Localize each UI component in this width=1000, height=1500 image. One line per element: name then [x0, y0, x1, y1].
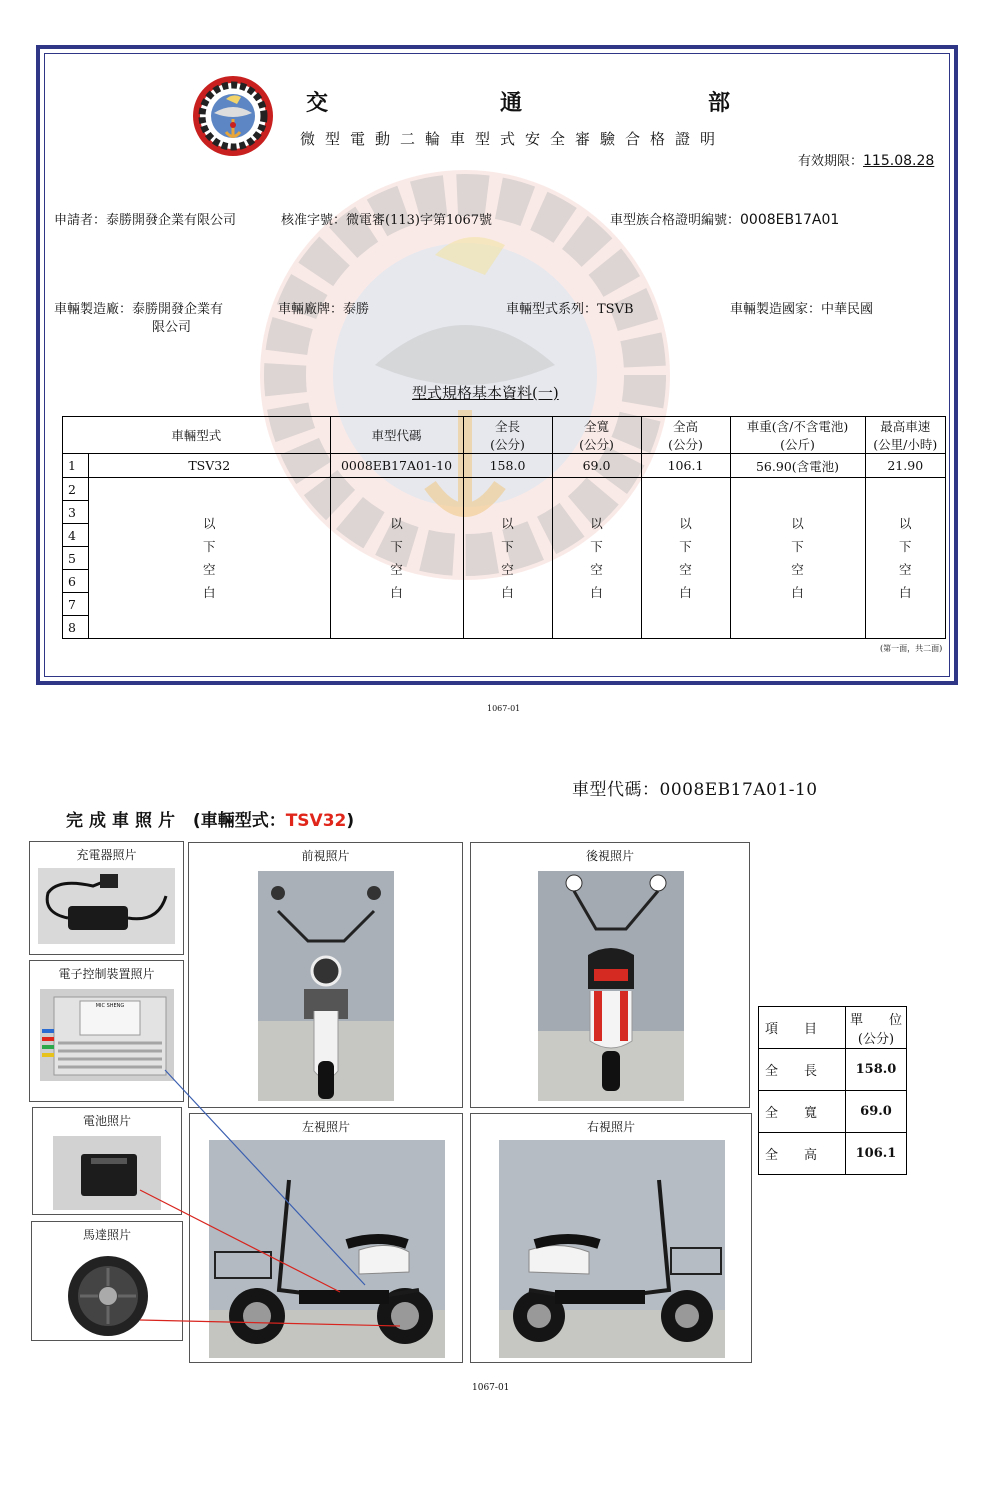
- cell-width: 69.0: [552, 454, 641, 478]
- header-model: 車輛型式: [63, 417, 331, 454]
- certificate-subtitle: 微型電動二輪車型式安全審驗合格證明: [300, 130, 726, 148]
- row-number: 3: [63, 501, 89, 524]
- table-row: [759, 1049, 907, 1091]
- right-photo-label: 右視照片: [586, 1120, 635, 1134]
- applicant: 申請者：泰勝開發企業有限公司: [54, 213, 237, 228]
- blank-cell: 以 下 空 白: [463, 478, 552, 639]
- manufacturer-line2: 限公司: [152, 320, 192, 335]
- model-code-heading: 車型代碼：0008EB17A01-10: [572, 780, 818, 800]
- table-row: [759, 1133, 907, 1175]
- ministry-char-2: 通: [500, 90, 525, 116]
- dims-unit-header: [846, 1007, 907, 1049]
- motor-pointer-line: [140, 1320, 400, 1326]
- header-code: 車型代碼: [330, 417, 463, 454]
- cell-weight: 56.90(含電池): [730, 454, 865, 478]
- dims-label: 全 寬: [759, 1091, 846, 1133]
- blank-cell: 以 下 空 白: [641, 478, 730, 639]
- header-height-unit: (公分): [668, 437, 703, 452]
- table-row: [759, 1091, 907, 1133]
- vehicle-series: 車輛型式系列：TSVB: [506, 302, 634, 317]
- photos-title-prefix: 完成車照片: [66, 811, 181, 831]
- row-number: 6: [63, 570, 89, 593]
- dims-label: 全 長: [759, 1049, 846, 1091]
- header-width-label: 全寬: [584, 419, 610, 434]
- dims-value: 158.0: [846, 1049, 907, 1091]
- blank-cell: 以 下 空 白: [865, 478, 945, 639]
- header-length-unit: (公分): [490, 437, 525, 452]
- page-footer-number: 1067-01: [487, 704, 521, 713]
- left-photo-label: 左視照片: [301, 1120, 350, 1134]
- header-weight-label: 車重(含/不含電池): [746, 419, 849, 434]
- approval-number: 核准字號：微電審(113)字第1067號: [281, 213, 493, 228]
- photos-title-close: ): [346, 811, 355, 831]
- cell-length: 158.0: [463, 454, 552, 478]
- cell-model: TSV32: [89, 454, 331, 478]
- battery-photo-label: 電池照片: [82, 1114, 131, 1128]
- manufacture-country: 車輛製造國家：中華民國: [730, 302, 874, 317]
- page-note: (第一面，共二面): [880, 644, 943, 653]
- dims-value: 106.1: [846, 1133, 907, 1175]
- blank-cell: 以 下 空 白: [730, 478, 865, 639]
- blank-cell: 以 下 空 白: [330, 478, 463, 639]
- charger-photo-label: 充電器照片: [76, 848, 137, 862]
- header-speed-label: 最高車速: [880, 419, 931, 434]
- ministry-char-3: 部: [708, 90, 733, 116]
- header-weight-unit: (公斤): [780, 437, 815, 452]
- dims-label: 全 高: [759, 1133, 846, 1175]
- dims-value: 69.0: [846, 1091, 907, 1133]
- valid-value: 115.08.28: [863, 153, 935, 169]
- photos-title-model: TSV32: [285, 811, 347, 831]
- family-cert-label: 車型族合格證明編號：: [610, 213, 741, 228]
- motor-photo-label: 馬達照片: [82, 1228, 131, 1242]
- cell-height: 106.1: [641, 454, 730, 478]
- row-number: 4: [63, 524, 89, 547]
- rear-photo-label: 後視照片: [585, 849, 634, 863]
- header-length-label: 全長: [495, 419, 521, 434]
- cell-speed: 21.90: [865, 454, 945, 478]
- row-number: 2: [63, 478, 89, 501]
- dimensions-table: [758, 1006, 907, 1175]
- dims-unit-line2: (公分): [857, 1031, 895, 1047]
- header-speed-unit: (公里/小時): [873, 437, 938, 452]
- page-footer-number-2: 1067-01: [472, 1383, 510, 1393]
- dims-unit-line1: 單 位: [849, 1012, 902, 1028]
- blank-cell: 以 下 空 白: [89, 478, 331, 639]
- row-number: 7: [63, 593, 89, 616]
- valid-label: 有效期限：: [798, 154, 864, 169]
- battery-pointer-line: [140, 1190, 340, 1292]
- blank-cell: 以 下 空 白: [552, 478, 641, 639]
- dims-header-row: [759, 1007, 907, 1049]
- dims-item-header: 項 目: [759, 1007, 846, 1049]
- photos-title-paren: (車輛型式：: [192, 811, 286, 831]
- vehicle-brand: 車輛廠牌：泰勝: [278, 302, 370, 317]
- row-number: 5: [63, 547, 89, 570]
- controller-nameplate: MIC SHENG: [95, 1003, 125, 1009]
- ministry-char-1: 交: [306, 90, 331, 116]
- family-cert-value: 0008EB17A01: [740, 212, 840, 228]
- manufacturer-line1: 車輛製造廠：泰勝開發企業有: [54, 302, 224, 317]
- header-height-label: 全高: [673, 419, 699, 434]
- cell-code: 0008EB17A01-10: [330, 454, 463, 478]
- row-number: 8: [63, 616, 89, 639]
- header-width-unit: (公分): [579, 437, 614, 452]
- controller-photo-label: 電子控制裝置照片: [58, 967, 155, 981]
- controller-pointer-line: [165, 1070, 365, 1285]
- spec-title: 型式規格基本資料(一): [412, 384, 559, 402]
- front-photo-label: 前視照片: [301, 849, 350, 863]
- row-number: 1: [63, 454, 89, 478]
